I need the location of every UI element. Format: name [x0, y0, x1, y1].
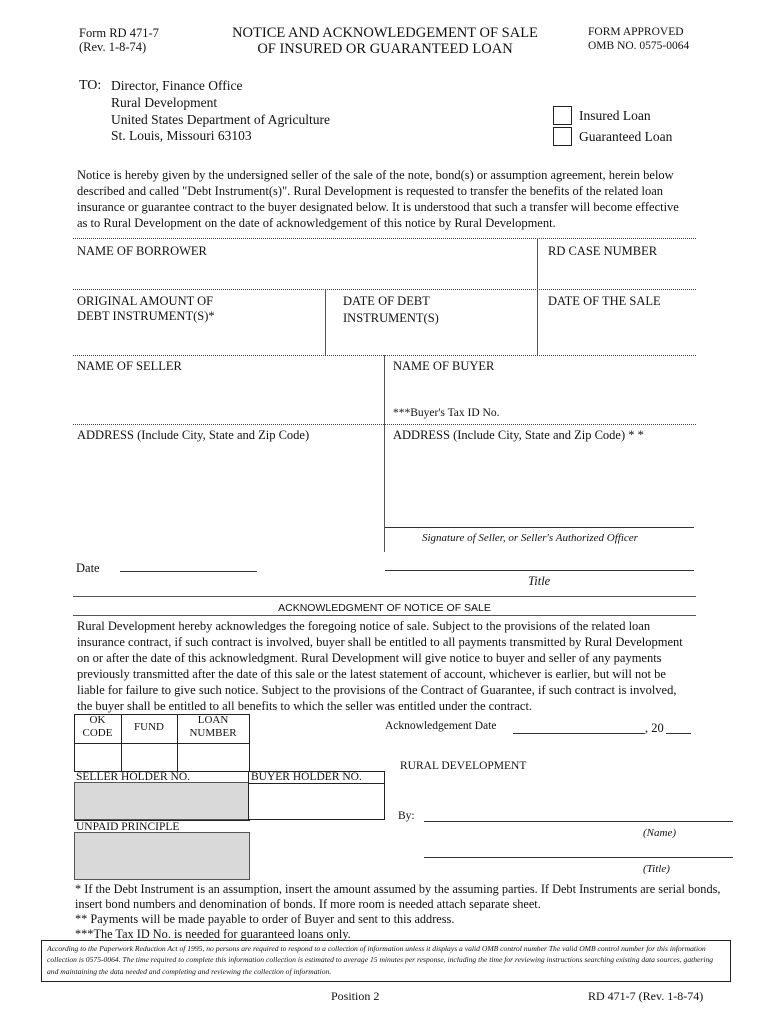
paperwork-reduction-notice: According to the Paperwork Reduction Act of 1995, no persons are required to respond to a collection of information unless it displays a valid OMB control number The valid OMB control number for this information collection is 0575-0064. The time required to complete this information collection is estimated to average 15 minutes per response, including the time for reviewing instructions searching existing data sources, gathering and maintaining the data needed and completing and reviewing the collection of information.	[41, 940, 731, 982]
ack-date-year-prefix: , 20	[645, 721, 664, 735]
date-field[interactable]	[120, 571, 257, 572]
rd-name-field[interactable]	[424, 821, 733, 822]
grid-divider	[73, 424, 696, 425]
buyer-name-field[interactable]	[388, 376, 694, 404]
seller-name-field[interactable]	[75, 376, 381, 420]
original-amount-label-1: ORIGINAL AMOUNT OF	[77, 294, 214, 308]
omb-number: OMB NO. 0575-0064	[588, 40, 690, 52]
acknowledgment-heading: ACKNOWLEDGMENT OF NOTICE OF SALE	[278, 602, 491, 614]
case-number-field[interactable]	[540, 252, 694, 286]
form-title-line2: OF INSURED OR GUARANTEED LOAN	[257, 41, 513, 57]
case-number-label: RD CASE NUMBER	[548, 244, 658, 258]
insured-loan-checkbox[interactable]	[553, 106, 572, 125]
form-revision: (Rev. 1-8-74)	[79, 40, 147, 54]
seller-address-label: ADDRESS (Include City, State and Zip Code)	[77, 428, 310, 442]
original-amount-field[interactable]	[75, 325, 323, 353]
ack-line-5: liable for failure to give such notice. Subject to the provisions of the Contract of Guarantee, if such contract is involved,	[77, 683, 677, 697]
notice-line-2: described and called "Debt Instrument(s)". Rural Development is requested to transfer the benefits of the related loan	[77, 184, 664, 198]
seller-signature-label: Signature of Seller, or Seller's Authorized Officer	[422, 532, 638, 544]
to-line-2: Rural Development	[111, 95, 218, 110]
seller-name-label: NAME OF SELLER	[77, 359, 182, 373]
to-label: TO:	[79, 78, 102, 93]
footnote-2: ** Payments will be made payable to order of Buyer and sent to this address.	[75, 912, 455, 926]
ack-line-3: on or after the date of this acknowledgment. Rural Development will give notice to buyer and seller of any payments	[77, 651, 662, 665]
title-label: Title	[528, 574, 551, 588]
position-label: Position 2	[331, 989, 380, 1003]
insured-loan-label: Insured Loan	[579, 108, 651, 123]
seller-signature-line[interactable]	[385, 527, 694, 528]
buyer-holder-label: BUYER HOLDER NO.	[251, 771, 362, 783]
date-of-debt-label-2: INSTRUMENT(S)	[343, 311, 439, 325]
grid-divider	[73, 238, 696, 239]
buyer-address-field[interactable]	[388, 446, 694, 520]
grid-divider	[177, 743, 178, 772]
ack-line-6: the buyer shall be entitled to all benefits to which the seller was entitled under the contract.	[77, 699, 533, 713]
borrower-name-field[interactable]	[75, 252, 535, 286]
buyer-name-label: NAME OF BUYER	[393, 359, 495, 373]
ok-code-label-2: CODE	[82, 727, 113, 739]
grid-divider	[121, 743, 122, 772]
unpaid-principle-field[interactable]	[74, 832, 250, 880]
rd-title-field[interactable]	[424, 857, 733, 858]
rd-name-label: (Name)	[643, 827, 676, 839]
rd-title-label: (Title)	[643, 863, 670, 875]
guaranteed-loan-label: Guaranteed Loan	[579, 129, 673, 144]
grid-divider	[384, 355, 385, 552]
form-reference: RD 471-7 (Rev. 1-8-74)	[588, 989, 704, 1003]
section-divider	[73, 596, 696, 597]
grid-divider	[249, 783, 384, 784]
ack-year-field[interactable]	[666, 733, 691, 734]
date-label: Date	[76, 561, 100, 575]
guaranteed-loan-checkbox[interactable]	[553, 127, 572, 146]
ack-line-2: insurance contract, if such contract is involved, buyer shall be entitled to all payments transmitted by Rural Development	[77, 635, 683, 649]
borrower-name-label: NAME OF BORROWER	[77, 244, 207, 258]
rd-agency-label: RURAL DEVELOPMENT	[400, 760, 527, 772]
date-of-sale-field[interactable]	[540, 311, 694, 353]
grid-divider	[537, 238, 538, 355]
grid-divider	[325, 289, 326, 355]
ok-code-label-1: OK	[89, 714, 106, 726]
title-line[interactable]	[385, 570, 694, 571]
code-entry-row[interactable]	[74, 743, 250, 772]
footnote-1a: * If the Debt Instrument is an assumption, insert the amount assumed by the assuming parties. If Debt Instruments are serial bonds,	[75, 882, 721, 896]
form-title-line1: NOTICE AND ACKNOWLEDGEMENT OF SALE	[232, 25, 538, 41]
ack-date-field[interactable]	[513, 733, 645, 734]
date-of-debt-field[interactable]	[328, 327, 535, 353]
loan-number-label-1: LOAN	[197, 714, 229, 726]
footnote-1b: insert bond numbers and denomination of bonds. If more room is needed attach separate sheet.	[75, 897, 541, 911]
to-line-1: Director, Finance Office	[111, 78, 243, 93]
grid-divider	[74, 820, 250, 821]
to-line-3: United States Department of Agriculture	[111, 112, 330, 127]
to-line-4: St. Louis, Missouri 63103	[111, 128, 252, 143]
notice-line-3: insurance or guarantee contract to the buyer designated below. It is understood that such a transfer will become effective	[77, 200, 679, 214]
date-of-sale-label: DATE OF THE SALE	[548, 294, 661, 308]
section-divider	[73, 615, 696, 616]
original-amount-label-2: DEBT INSTRUMENT(S)*	[77, 309, 215, 323]
form-approved: FORM APPROVED	[588, 26, 684, 38]
date-of-debt-label-1: DATE OF DEBT	[343, 294, 430, 308]
footnote-3: ***The Tax ID No. is needed for guaranteed loans only.	[75, 927, 351, 941]
loan-number-label-2: NUMBER	[189, 727, 237, 739]
form-number: Form RD 471-7	[79, 26, 159, 40]
buyer-address-label: ADDRESS (Include City, State and Zip Code) * *	[393, 428, 644, 442]
ack-line-4: previously transmitted after the date of this sale or the latest statement of account, whichever is earlier, but will not be	[77, 667, 666, 681]
by-label: By:	[398, 810, 415, 822]
grid-divider	[74, 771, 250, 772]
notice-line-4: as to Rural Development on the date of acknowledgement of this notice by Rural Development.	[77, 216, 556, 230]
fund-label: FUND	[134, 721, 164, 733]
buyer-tax-id-label: ***Buyer's Tax ID No.	[393, 407, 500, 419]
seller-holder-label: SELLER HOLDER NO.	[76, 771, 191, 783]
ack-line-1: Rural Development hereby acknowledges the foregoing notice of sale. Subject to the provisions of the related loan	[77, 619, 651, 633]
ack-date-label: Acknowledgement Date	[385, 720, 497, 732]
notice-line-1: Notice is hereby given by the undersigned seller of the sale of the note, bond(s) or assumption agreement, herein below	[77, 168, 674, 182]
seller-address-field[interactable]	[75, 446, 381, 546]
unpaid-principle-label: UNPAID PRINCIPLE	[76, 821, 180, 833]
seller-holder-field[interactable]	[74, 782, 250, 820]
grid-divider	[73, 289, 696, 290]
